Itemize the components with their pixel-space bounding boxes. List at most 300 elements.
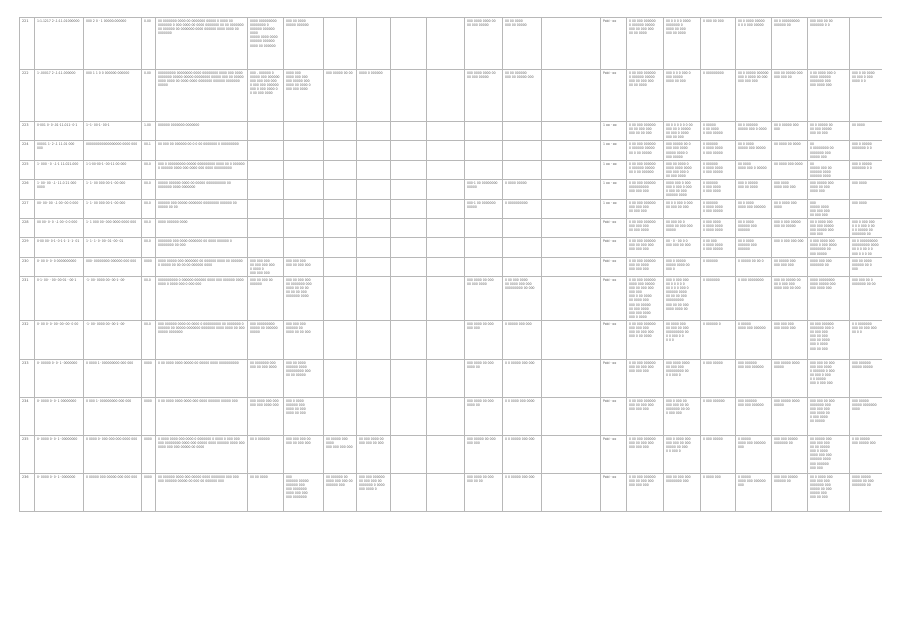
- cell-text: 1· 000 · 0 ·.1·1 11.021.000: [37, 161, 79, 166]
- table-cell-c18: [701, 473, 736, 511]
- cell-text: 000 0 0000 000000 000 0000 00 000 0000 00 000: [286, 398, 306, 416]
- cell-text: 00 0 0000 000 000 000 000 0000000 000 00000 00 000 00000 000 000 00 000: [810, 474, 833, 500]
- cell-text: 00 000 00 0 0000 00 000 000 00000: [666, 219, 693, 233]
- table-cell-c3: [84, 257, 142, 276]
- cell-text: 00 0 0000 00000 000 00000: [738, 142, 766, 151]
- table-cell-c17: [664, 238, 701, 257]
- table-cell-c4: [142, 141, 156, 160]
- table-cell-c8: [324, 257, 357, 276]
- table-cell-c13: [503, 70, 542, 122]
- table-cell-c18: [701, 70, 736, 122]
- cell-text: 00 0 0000 000000 000 000000: [738, 239, 757, 252]
- table-cell-c2: [35, 238, 84, 257]
- cell-text: 00.0: [144, 200, 151, 205]
- table-row: [20, 180, 883, 199]
- cell-text: 227: [22, 200, 29, 205]
- cell-text: 000 00 000 000 00000000 000: [666, 474, 691, 484]
- table-cell-c13: [503, 473, 542, 511]
- cell-text: 000 000 00000 0000000 00: [774, 436, 798, 446]
- cell-text: 0 000000 0 000 0000 0 000 0000: [703, 181, 721, 194]
- table-cell-c18: [701, 435, 736, 473]
- table-cell-c11: [427, 180, 465, 199]
- table-cell-c6: [248, 257, 284, 276]
- table-cell-c10: [391, 257, 427, 276]
- table-cell-c15: [601, 70, 627, 122]
- table-cell-c8: [324, 238, 357, 257]
- cell-text: 00 0 000000000 000000 00: [774, 19, 800, 28]
- cell-text: 000 000000 000 000 000000: [738, 398, 764, 408]
- cell-text: 1· 1· 00 000 00·1· 00 000: [86, 181, 126, 186]
- table-cell-c5: [156, 122, 248, 141]
- cell-text: 0 00 000 000000 000 000 000 00 000 000: [629, 200, 656, 213]
- cell-text: 0 00 000 000000 0 000000 00000 00 0 00 00000: [629, 142, 656, 155]
- cell-text: 0 00 000 000000 00 00 000 000 000 00 00 000: [629, 123, 656, 136]
- cell-text: 000 00 0000 000000 00 0 000: [852, 258, 872, 271]
- table-cell-c19: [736, 320, 772, 359]
- table-cell-c16: [627, 122, 664, 141]
- table-cell-c4: [142, 180, 156, 199]
- cell-text: 1.00: [144, 123, 151, 127]
- table-cell-c13: [503, 238, 542, 257]
- table-cell-c20: [772, 238, 808, 257]
- cell-text: 0000 00000000 0000 00000 000 000 0000 000: [810, 278, 836, 291]
- cell-text: 000 - 000000 0 00000 000 000000 000 000 000 000 0 000 000 000000 000 0 000 0000 0 0 00 000 0000: [250, 71, 280, 96]
- table-body: [20, 18, 883, 512]
- table-cell-c20: [772, 70, 808, 122]
- cell-text: 000 000 00 0 0000000 00 00: [852, 278, 876, 287]
- cell-text: 000 000 000 000 0000 000: [774, 321, 796, 331]
- table-cell-c8: [324, 218, 357, 237]
- cell-text: 00 000 000000 0000000 000 0 00 000 000 000 00 000 000 00 0000 000 0 0000 000 00 000: [810, 321, 834, 351]
- cell-text: 0 0000 0000 000 0000 0 0000000 0 0000 0 000 000 000 00000000 0000 000 00000 0000 000000 0000 000 0000 000 000 00000 00 0000: [158, 436, 245, 450]
- cell-text: 000 000 00000 000000 00: [774, 474, 798, 484]
- table-cell-c5: [156, 473, 248, 511]
- cell-text: 00.0: [144, 321, 151, 326]
- cell-text: 0 00000 0000 000 000000: [738, 321, 766, 331]
- cell-text: ·1· 00· 0000 00· 00·1· 00·: [86, 278, 126, 282]
- table-cell-c10: [391, 70, 427, 122]
- cell-text: Pobl · oo: [603, 321, 617, 326]
- table-cell-c3: [84, 277, 142, 321]
- table-cell-c1: [20, 218, 35, 237]
- table-cell-c11: [427, 122, 465, 141]
- table-cell-c22: [850, 70, 883, 122]
- table-cell-c6: [248, 473, 284, 511]
- table-cell-c6: [248, 18, 284, 70]
- cell-text: 000 0 0000 000 000 000 00 000 00000 00 000 0 0 000 0: [666, 436, 691, 454]
- table-cell-c11: [427, 257, 465, 276]
- cell-text: 228: [22, 219, 29, 224]
- table-cell-c2: [35, 320, 84, 359]
- table-cell-c18: [701, 397, 736, 435]
- table-cell-c9: [357, 277, 391, 321]
- cell-text: 00 0000 00 0000: [774, 142, 801, 147]
- cell-text: 000 0000 00 000 000 00 00: [467, 474, 494, 484]
- table-cell-c22: [850, 435, 883, 473]
- table-cell-c8: [324, 160, 357, 179]
- cell-text: 000 0000: [852, 200, 867, 205]
- table-cell-c4: [142, 473, 156, 511]
- table-cell-c4: [142, 122, 156, 141]
- table-cell-c7: [284, 320, 324, 359]
- table-cell-c12: [465, 257, 503, 276]
- cell-text: 0· 00 0· 0· 00· 00· 00· 0 00: [37, 321, 79, 326]
- table-cell-c7: [284, 397, 324, 435]
- table-cell-c15: [601, 238, 627, 257]
- table-cell-c14: [542, 473, 601, 511]
- table-cell-c9: [357, 257, 391, 276]
- cell-text: 0 0 00000 000 000: [505, 436, 535, 441]
- table-cell-c1: [20, 473, 35, 511]
- table-cell-c19: [736, 160, 772, 179]
- cell-text: 234: [22, 398, 29, 403]
- table-cell-c13: [503, 122, 542, 141]
- table-cell-c2: [35, 359, 84, 397]
- table-cell-c5: [156, 277, 248, 321]
- table-cell-c11: [427, 320, 465, 359]
- table-cell-c6: [248, 180, 284, 199]
- table-cell-c13: [503, 257, 542, 276]
- cell-text: 000 00 0000 000000 0000 000000000 000 00 00 00000: [286, 360, 311, 378]
- table-cell-c14: [542, 180, 601, 199]
- cell-text: 222: [22, 71, 29, 75]
- cell-text: 0 000 000000: [703, 398, 725, 403]
- table-cell-c18: [701, 359, 736, 397]
- cell-text: 00 0000 000 0000: [774, 161, 803, 166]
- cell-text: 0 000 00 000: [703, 19, 724, 23]
- table-cell-c3: [84, 141, 142, 160]
- table-cell-c6: [248, 218, 284, 237]
- table-cell-c18: [701, 320, 736, 359]
- table-cell-c19: [736, 359, 772, 397]
- cell-text: 0 000 1· 000000000 000 000: [86, 398, 132, 403]
- cell-text: 0 0000000: [703, 278, 720, 282]
- cell-text: 0 00 0000 0000 0000 000 0000 000000 00000 000: [158, 398, 238, 403]
- cell-text: 0000: [144, 360, 152, 365]
- table-cell-c21: [808, 199, 850, 218]
- cell-text: 00 0 0000 0000 000 000000: [738, 200, 766, 209]
- cell-text: 1:1.1217 2·.1:11.01000000: [37, 19, 80, 23]
- cell-text: 000 00 00000 000 000 000 00: [774, 71, 803, 80]
- table-cell-c8: [324, 122, 357, 141]
- table-cell-c5: [156, 160, 248, 179]
- table-cell-c6: [248, 141, 284, 160]
- table-cell-c21: [808, 238, 850, 257]
- cell-text: 225: [22, 161, 29, 166]
- cell-text: 000 0 00 0000 00 000 0 000 0000 0 0: [852, 71, 875, 84]
- table-cell-c21: [808, 257, 850, 276]
- cell-text: 000000000 00000000 0000 00000000 0000 000 0000 0000000 00000 00000 00000000 00000 000 00 00000 0000 0000 00 0000 0000 0000000 000000 0000000 00000: [158, 71, 244, 88]
- cell-text: 0 0000 1· 000000000 000 000: [86, 360, 134, 365]
- table-cell-c15: [601, 435, 627, 473]
- table-cell-c2: [35, 122, 84, 141]
- cell-text: 00 0 00000000 00 0000000 000 00000 000: [810, 142, 834, 159]
- cell-text: 0.00: [144, 71, 151, 75]
- table-cell-c13: [503, 435, 542, 473]
- table-cell-c14: [542, 277, 601, 321]
- table-cell-c7: [284, 160, 324, 179]
- table-cell-c9: [357, 70, 391, 122]
- table-cell-c13: [503, 397, 542, 435]
- cell-text: 0 000 0000 0 0000 0000 0 0000 0000: [703, 219, 723, 233]
- cell-text: 0 000 00000: [703, 360, 723, 365]
- cell-text: 000000 0000000 0000000: [158, 123, 200, 127]
- cell-text: 00 0000000 0000 00 0000000 00000 0 0000 00 0000000 0 000 0000 00 0000 0000000 00 00 0000000 00 000000 00 0000000 0000 000000 0000 0000 00 0000000: [158, 19, 244, 36]
- cell-text: 00 000000 00 0000 000 000 00 000000 000: [326, 474, 353, 488]
- cell-text: 0· 00 0· 0· 0 0000000000: [37, 258, 77, 263]
- cell-text: Pobl · oo: [603, 19, 617, 23]
- table-cell-c20: [772, 160, 808, 179]
- table-cell-c14: [542, 122, 601, 141]
- cell-text: 236: [22, 474, 29, 479]
- table-cell-c10: [391, 180, 427, 199]
- table-cell-c20: [772, 122, 808, 141]
- table-cell-c17: [664, 320, 701, 359]
- table-cell-c12: [465, 397, 503, 435]
- table-cell-c14: [542, 257, 601, 276]
- table-cell-c7: [284, 18, 324, 70]
- table-cell-c20: [772, 473, 808, 511]
- table-cell-c18: [701, 18, 736, 70]
- cell-text: 000000 000 00000 0000000 00000000 000000 00 00000 00 00: [158, 200, 237, 209]
- cell-text: 0 00 000 000000 000 00 000 000 000 000 000: [629, 398, 656, 412]
- table-cell-c7: [284, 70, 324, 122]
- table-cell-c12: [465, 70, 503, 122]
- cell-text: 000·1 00 0000000 00000: [467, 200, 496, 209]
- table-cell-c22: [850, 277, 883, 321]
- cell-text: 000 000000 00000 000000 000 000 0000000 0000 000 000 000 0000000: [286, 474, 309, 500]
- table-row: [20, 238, 883, 257]
- cell-text: 1 oo · oo: [603, 142, 617, 147]
- cell-text: 0 000000000: [703, 71, 724, 75]
- cell-text: 000 000000 00000 00000: [852, 360, 873, 370]
- table-cell-c19: [736, 141, 772, 160]
- table-cell-c5: [156, 320, 248, 359]
- table-cell-c17: [664, 397, 701, 435]
- table-row: [20, 160, 883, 179]
- table-cell-c21: [808, 218, 850, 237]
- cell-text: 0 00000 0 00 0000 0 000 00000: [703, 123, 723, 136]
- cell-text: 000 0 00000 0000000 0 0: [852, 142, 872, 151]
- table-cell-c5: [156, 18, 248, 70]
- table-cell-c18: [701, 122, 736, 141]
- cell-text: 00.0: [144, 161, 151, 166]
- table-cell-c5: [156, 359, 248, 397]
- cell-text: 0 00 000 000000 000 000 000 000 00 000 000 000 0 00 0000: [629, 321, 656, 339]
- table-cell-c15: [601, 473, 627, 511]
- table-cell-c5: [156, 218, 248, 237]
- cell-text: 0· 0000 0· 0· 1· 0000000: [37, 474, 76, 479]
- table-cell-c3: [84, 218, 142, 237]
- table-cell-c17: [664, 257, 701, 276]
- table-cell-c2: [35, 277, 84, 321]
- cell-text: Pobl · oo: [603, 278, 617, 282]
- cell-text: 0 00 000 000000 0000000000 000 000 000: [629, 181, 656, 194]
- table-cell-c21: [808, 397, 850, 435]
- cell-text: 000 0 000 000 0 0 0 000 0 00 0 0 00000 00 0000000 00: [852, 219, 875, 237]
- table-cell-c9: [357, 199, 391, 218]
- table-cell-c1: [20, 238, 35, 257]
- cell-text: 000 0 000000000 00000 000000000 0000 00 0 000000 0 000000 0000 000 0000 000 0000 000000000: [158, 161, 245, 170]
- table-cell-c9: [357, 122, 391, 141]
- cell-text: 000 000 00 000 0000000 000 000 000 000 000 0000 00 0 000 0000 00 00000: [810, 398, 835, 424]
- table-cell-c4: [142, 359, 156, 397]
- table-cell-c13: [503, 320, 542, 359]
- table-cell-c18: [701, 199, 736, 218]
- table-row: [20, 218, 883, 237]
- table-cell-c8: [324, 277, 357, 321]
- table-cell-c14: [542, 435, 601, 473]
- table-cell-c16: [627, 257, 664, 276]
- table-cell-c7: [284, 473, 324, 511]
- table-cell-c14: [542, 218, 601, 237]
- cell-text: 000 00000 00 0 000 000 0000 00000 0000 0 000 00000: [666, 142, 691, 159]
- table-cell-c21: [808, 435, 850, 473]
- cell-text: 0 00 000 000000 0 000000 00000 000 00 000 000 00 00 0000: [629, 71, 656, 88]
- cell-text: 0 00 000 0 0000 0000 0 000 00000: [703, 239, 723, 252]
- cell-text: 00 00 0000 000 00 00000: [505, 19, 527, 28]
- cell-text: Pobl · oo: [603, 219, 617, 224]
- cell-text: 0 000 00000: [703, 436, 723, 441]
- table-cell-c21: [808, 18, 850, 70]
- table-cell-c3: [84, 238, 142, 257]
- table-cell-c10: [391, 397, 427, 435]
- table-cell-c18: [701, 257, 736, 276]
- cell-text: 00 000 0000 00 000 000 00 000: [359, 436, 384, 446]
- table-cell-c15: [601, 160, 627, 179]
- cell-text: 000 0000 00 000 000 000: [467, 321, 494, 331]
- table-cell-c14: [542, 160, 601, 179]
- cell-text: 00 000000 0000 000 00000 0000 0000000 000 000 000 000000 00000 00 000 00 000000 000: [158, 474, 239, 484]
- table-cell-c18: [701, 141, 736, 160]
- table-cell-c20: [772, 277, 808, 321]
- table-cell-c13: [503, 18, 542, 70]
- cell-text: 0000000000 0 000000 000000 0000 000 000000 0000 0000 0 0000 000 0 000 000: [158, 278, 244, 287]
- table-cell-c15: [601, 359, 627, 397]
- cell-text: 229: [22, 239, 29, 244]
- table-cell-c8: [324, 180, 357, 199]
- cell-text: 0 00 000 000000 000 00 000 000 000 000 000: [629, 360, 656, 374]
- table-cell-c17: [664, 70, 701, 122]
- table-cell-c20: [772, 141, 808, 160]
- table-cell-c10: [391, 141, 427, 160]
- table-cell-c19: [736, 122, 772, 141]
- table-row: [20, 397, 883, 435]
- table-cell-c8: [324, 435, 357, 473]
- table-cell-c6: [248, 122, 284, 141]
- table-cell-c11: [427, 397, 465, 435]
- cell-text: 00 00 000000 000 00 00000 000: [505, 71, 534, 80]
- table-cell-c5: [156, 180, 248, 199]
- table-cell-c1: [20, 160, 35, 179]
- table-cell-c4: [142, 397, 156, 435]
- cell-text: 00 0 000000 00000 000 0 0000: [738, 123, 767, 132]
- cell-text: 000 000 000 00 000 00 000 000: [286, 436, 311, 446]
- table-cell-c13: [503, 141, 542, 160]
- table-cell-c22: [850, 473, 883, 511]
- table-row: [20, 18, 883, 70]
- table-cell-c4: [142, 160, 156, 179]
- table-cell-c7: [284, 218, 324, 237]
- table-cell-c19: [736, 435, 772, 473]
- table-cell-c4: [142, 18, 156, 70]
- table-cell-c12: [465, 18, 503, 70]
- cell-text: 0 00 000 000000 000 000 000 00 000 0000: [629, 219, 656, 233]
- table-cell-c15: [601, 122, 627, 141]
- cell-text: 000 00 000 000 00 0000000 000 0000 00 00 00 00 00 00 000 0000000 0000: [286, 278, 312, 299]
- cell-text: 0 000000 0: [703, 321, 721, 326]
- cell-text: 1··1· 00·1· 00·1: [86, 123, 110, 127]
- table-cell-c12: [465, 218, 503, 237]
- table-cell-c4: [142, 238, 156, 257]
- cell-text: 000 000000 0000 00 0000 0 000000000 00 0000000 0 000000 00 00000 0000000 0000000 0000 0000 00 000 00000 0000000: [158, 321, 245, 335]
- cell-text: 0 00 000 000000 0000 000 00000 000 00 000 000 000 000 000 0 00 0000 00 0000 000 000 00 00000 00 000 0000 000 000 0000 000 0 0000: [629, 278, 656, 319]
- cell-text: 0 000 00000000: [738, 278, 764, 282]
- cell-text: 1· 1· 00 000 00·1· 00 000: [86, 200, 126, 205]
- table-cell-c1: [20, 180, 35, 199]
- cell-text: 00001 1· 2·.1 11.01 000 000: [37, 142, 75, 151]
- cell-text: 0000: [144, 436, 152, 441]
- table-cell-c14: [542, 141, 601, 160]
- table-cell-c6: [248, 160, 284, 179]
- table-cell-c12: [465, 141, 503, 160]
- table-cell-c9: [357, 397, 391, 435]
- cell-text: 0 0 00000 000 000: [505, 360, 535, 365]
- table-cell-c21: [808, 320, 850, 359]
- cell-text: 0 0 0000 000 0000: [505, 398, 535, 403]
- cell-text: 000 0 00000 000 00 0000: [738, 181, 758, 190]
- table-cell-c4: [142, 218, 156, 237]
- table-cell-c1: [20, 257, 35, 276]
- cell-text: 0· 0000 0· 0· 1· 00000000: [37, 436, 78, 441]
- table-cell-c7: [284, 359, 324, 397]
- cell-text: 00 0 0 000 0 000 00 000 00 000: [666, 200, 693, 209]
- cell-text: 000 0000 0000 00 00 000 00000: [467, 71, 496, 80]
- table-cell-c7: [284, 199, 324, 218]
- cell-text: 226: [22, 181, 29, 186]
- cell-text: 00.0: [144, 181, 151, 186]
- cell-text: 0 000 0000 000 0000 0 000 0000 00000000 00 000 00000: [810, 239, 837, 256]
- table-row: [20, 473, 883, 511]
- table-cell-c20: [772, 199, 808, 218]
- cell-text: Pobl · oo: [603, 239, 617, 244]
- table-cell-c17: [664, 18, 701, 70]
- table-cell-c1: [20, 141, 35, 160]
- table-cell-c16: [627, 473, 664, 511]
- table-cell-c16: [627, 397, 664, 435]
- cell-text: 0 00 000 000000 000 00 000 000 000 000 000: [629, 436, 656, 450]
- table-cell-c5: [156, 238, 248, 257]
- cell-text: 00 0000000 000 000 00 000 0000: [250, 360, 277, 370]
- cell-text: 0000 00000 00000 00 000 0000000 00: [852, 474, 874, 488]
- table-cell-c8: [324, 320, 357, 359]
- cell-text: 00 0 000000000 000000000 0000 00 0 0 00 0 0 000 0 0 0 00: [852, 239, 879, 256]
- table-cell-c22: [850, 180, 883, 199]
- table-cell-c20: [772, 257, 808, 276]
- table-cell-c21: [808, 180, 850, 199]
- table-cell-c9: [357, 473, 391, 511]
- table-row: [20, 320, 883, 359]
- table-cell-c13: [503, 277, 542, 321]
- cell-text: 000 1 1 0 0 000000 000000: [86, 71, 130, 75]
- cell-text: 0 00 000 000000 000 00 000 000 000 000 000: [629, 474, 656, 488]
- table-cell-c21: [808, 122, 850, 141]
- cell-text: 0 0000000000: [505, 200, 528, 205]
- table-cell-c11: [427, 473, 465, 511]
- table-cell-c1: [20, 122, 35, 141]
- cell-text: 0000 000 0 000 000 0 000 0 000 0 000 00 000 000000 0000: [666, 181, 692, 198]
- table-cell-c15: [601, 277, 627, 321]
